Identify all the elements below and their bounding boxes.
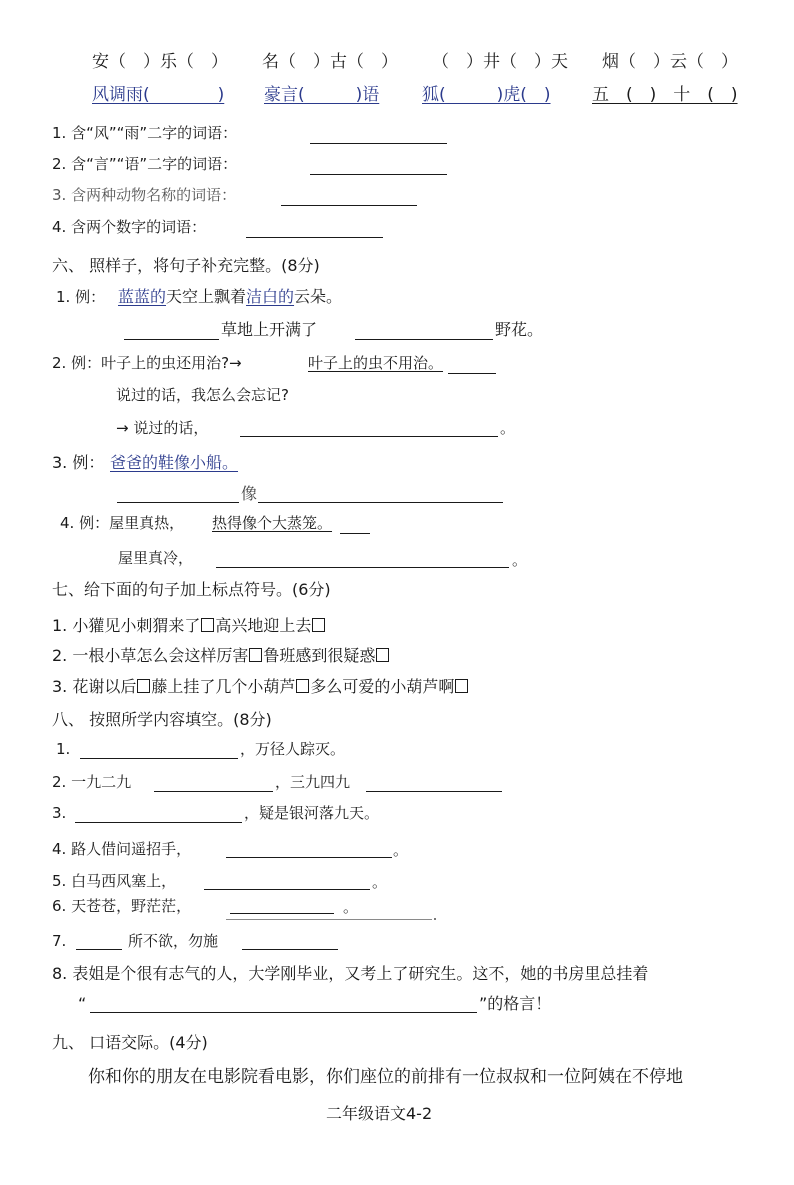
s6-ex2-question: 说过的话，我怎么会忘记? bbox=[116, 386, 289, 404]
answer-blank[interactable] bbox=[75, 822, 242, 823]
s8-item-1-num: 1. bbox=[56, 740, 71, 758]
answer-blank[interactable] bbox=[310, 143, 447, 144]
s8-item-7-mid: 所不欲，勿施 bbox=[128, 932, 219, 950]
punctuation-box[interactable] bbox=[455, 679, 468, 693]
s6-ex4-prompt: 屋里真冷， bbox=[118, 549, 194, 567]
s6-ex1-num: 1. 例： bbox=[56, 288, 106, 306]
answer-blank[interactable] bbox=[117, 502, 239, 503]
punctuation-box[interactable] bbox=[376, 648, 389, 662]
speck bbox=[434, 918, 436, 920]
s8-item-8-close: ”的格言！ bbox=[479, 994, 552, 1013]
idiom-7: 狐( )虎( ) bbox=[422, 85, 551, 105]
s6-ex2-arrow-line: → 说过的话， bbox=[116, 419, 209, 437]
s6-ex2-answer: 叶子上的虫不用治。 bbox=[308, 354, 444, 372]
answer-blank[interactable] bbox=[230, 913, 334, 914]
s6-ex3-example: 爸爸的鞋像小船。 bbox=[110, 453, 239, 472]
s8-item-5: 5. 白马西风塞上， bbox=[52, 872, 177, 890]
s6-ex1-end: 野花。 bbox=[495, 320, 544, 339]
answer-blank bbox=[340, 533, 370, 534]
s6-ex1-example: 蓝蓝的天空上飘着洁白的云朵。 bbox=[118, 287, 343, 306]
idiom-question-1: 1. 含“风”“雨”二字的词语： bbox=[52, 124, 238, 142]
idiom-8: 五 ( ) 十 ( ) bbox=[592, 85, 738, 105]
s8-item-1-text: ，万径人踪灭。 bbox=[240, 740, 346, 758]
answer-blank[interactable] bbox=[90, 1012, 477, 1013]
s8-item-5-end: 。 bbox=[372, 873, 388, 891]
answer-blank[interactable] bbox=[355, 339, 493, 340]
s9-paragraph: 你和你的朋友在电影院看电影，你们座位的前排有一位叔叔和一位阿姨在不停地 bbox=[88, 1067, 683, 1087]
s6-ex4-end: 。 bbox=[512, 551, 528, 569]
s7-sentence-3: 3. 花谢以后 藤上挂了几个小葫芦 多么可爱的小葫芦啊 bbox=[52, 679, 469, 695]
section-9-heading: 九、 口语交际。(4分) bbox=[52, 1033, 208, 1052]
s8-item-6: 6. 天苍苍，野茫茫， bbox=[52, 897, 192, 915]
s8-item-7-num: 7. bbox=[52, 932, 67, 950]
s7-sentence-1: 1. 小獾见小刺猬来了 高兴地迎上去 bbox=[52, 618, 326, 634]
answer-blank[interactable] bbox=[76, 949, 122, 950]
answer-blank[interactable] bbox=[258, 502, 503, 503]
answer-blank[interactable] bbox=[240, 436, 498, 437]
faint-rule bbox=[226, 919, 432, 920]
idiom-5: 风调雨( ) bbox=[92, 85, 225, 105]
s8-item-4-end: 。 bbox=[393, 841, 409, 859]
s6-ex2-num: 2. 例：叶子上的虫还用治?→ bbox=[52, 354, 242, 372]
s6-ex4-example: 热得像个大蒸笼。 bbox=[212, 514, 333, 532]
answer-blank[interactable] bbox=[124, 339, 219, 340]
s8-item-6-end: 。 bbox=[343, 898, 359, 916]
idiom-question-2: 2. 含“言”“语”二字的词语： bbox=[52, 155, 238, 173]
idiom-4: 烟（ ）云（ ） bbox=[602, 52, 738, 72]
idiom-question-4: 4. 含两个数字的词语： bbox=[52, 218, 207, 236]
s8-item-2-mid: ，三九四九 bbox=[275, 773, 351, 791]
idiom-3: （ ）井（ ）天 bbox=[432, 52, 568, 72]
page-footer: 二年级语文4-2 bbox=[326, 1104, 433, 1123]
answer-blank[interactable] bbox=[246, 237, 383, 238]
s8-item-8-open: “ bbox=[78, 994, 87, 1013]
idiom-2: 名（ ）古（ ） bbox=[262, 52, 398, 72]
punctuation-box[interactable] bbox=[201, 618, 214, 632]
s8-item-3-text: ，疑是银河落九天。 bbox=[244, 804, 380, 822]
s8-item-4: 4. 路人借问遥招手， bbox=[52, 840, 192, 858]
s7-sentence-2: 2. 一根小草怎么会这样厉害 鲁班感到很疑惑 bbox=[52, 648, 390, 664]
answer-blank[interactable] bbox=[226, 857, 392, 858]
s6-ex4-num: 4. 例：屋里真热， bbox=[60, 514, 185, 532]
punctuation-box[interactable] bbox=[296, 679, 309, 693]
answer-blank[interactable] bbox=[242, 949, 338, 950]
answer-blank[interactable] bbox=[310, 174, 447, 175]
punctuation-box[interactable] bbox=[137, 679, 150, 693]
answer-blank[interactable] bbox=[154, 791, 273, 792]
s8-item-3-num: 3. bbox=[52, 804, 67, 822]
s6-ex2-end: 。 bbox=[500, 419, 516, 437]
answer-blank[interactable] bbox=[216, 567, 509, 568]
punctuation-box[interactable] bbox=[312, 618, 325, 632]
answer-blank[interactable] bbox=[366, 791, 502, 792]
answer-blank bbox=[448, 373, 496, 374]
answer-blank[interactable] bbox=[80, 758, 238, 759]
idiom-question-3: 3. 含两种动物名称的词语： bbox=[52, 186, 237, 204]
section-7-heading: 七、给下面的句子加上标点符号。(6分) bbox=[52, 580, 331, 599]
idiom-1: 安（ ）乐（ ） bbox=[92, 52, 228, 72]
answer-blank[interactable] bbox=[204, 889, 370, 890]
s8-item-2-num: 2. 一九二九 bbox=[52, 773, 132, 791]
punctuation-box[interactable] bbox=[249, 648, 262, 662]
section-6-heading: 六、 照样子，将句子补充完整。(8分) bbox=[52, 256, 320, 275]
s6-ex3-num: 3. 例： bbox=[52, 453, 105, 472]
answer-blank[interactable] bbox=[281, 205, 417, 206]
section-8-heading: 八、 按照所学内容填空。(8分) bbox=[52, 710, 272, 729]
s8-item-8-line1: 8. 表姐是个很有志气的人，大学刚毕业，又考上了研究生。这不，她的书房里总挂着 bbox=[52, 964, 649, 983]
idiom-6: 豪言( )语 bbox=[264, 85, 380, 105]
s6-ex3-mid: 像 bbox=[241, 484, 258, 503]
s6-ex1-mid: 草地上开满了 bbox=[221, 320, 318, 339]
